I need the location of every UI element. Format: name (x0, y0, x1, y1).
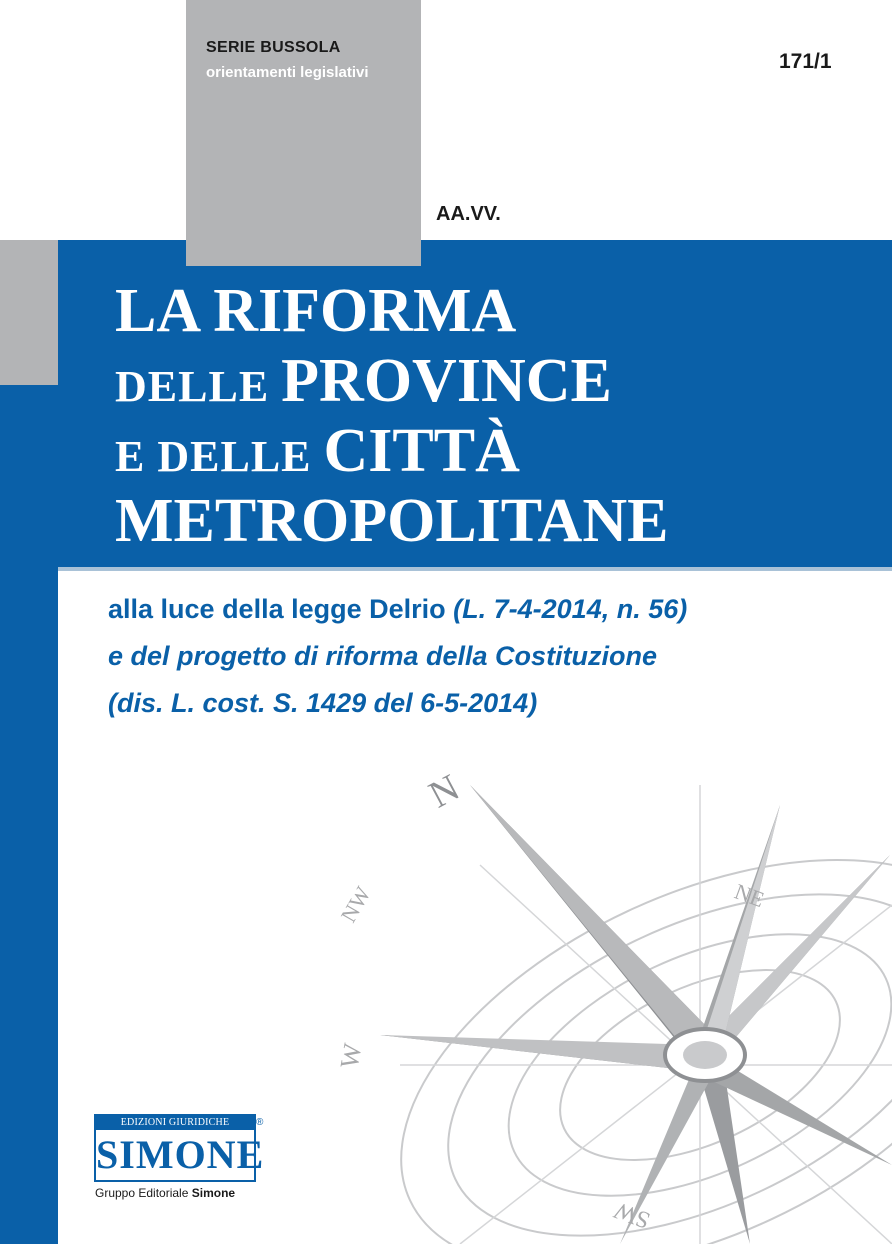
title-line-3 (115, 417, 520, 485)
compass-rose-icon (280, 745, 892, 1244)
publisher-group-prefix: Gruppo Editoriale (95, 1186, 192, 1200)
subtitle-line-3: (dis. L. cost. S. 1429 del 6-5-2014) (108, 688, 538, 718)
registered-mark: ® (256, 1117, 264, 1128)
title-line-4: METROPOLITANE (115, 487, 669, 555)
author: AA.VV. (436, 203, 501, 225)
title-line-2-small: DELLE (115, 362, 282, 411)
title-line-1: LA RIFORMA (115, 277, 517, 345)
title-line-3-big: CITTÀ (323, 417, 520, 485)
title-line-2-big: PROVINCE (281, 347, 612, 415)
series-name: SERIE BUSSOLA (206, 39, 341, 56)
publisher-logo (94, 1114, 265, 1182)
title-line-3-small: E DELLE (115, 432, 324, 481)
compass-n-label: N (422, 766, 467, 817)
compass-w-label: W (334, 1041, 368, 1071)
compass-nw-label: NW (335, 882, 376, 927)
left-grey-block (0, 240, 58, 385)
compass-ne-label: NE (731, 878, 768, 913)
publisher-group (95, 1186, 235, 1200)
left-blue-bar (0, 240, 58, 1244)
volume-number: 171/1 (779, 50, 832, 73)
compass-sw-label: SW (610, 1196, 654, 1234)
title-band-shadow (58, 567, 892, 571)
subtitle-line-2: e del progetto di riforma della Costituzione (108, 641, 658, 671)
publisher-group-name: Simone (191, 1186, 236, 1200)
title-line-2 (115, 347, 612, 415)
subtitle-line-1-italic: (L. 7-4-2014, n. 56) (453, 594, 688, 624)
publisher-logo-top: EDIZIONI GIURIDICHE (96, 1116, 254, 1130)
subtitle-line-1 (108, 594, 687, 625)
subtitle-line-1-regular: alla luce della legge Delrio (108, 594, 454, 624)
series-subtitle: orientamenti legislativi (206, 64, 369, 81)
publisher-logo-main: SIMONE (96, 1132, 265, 1177)
